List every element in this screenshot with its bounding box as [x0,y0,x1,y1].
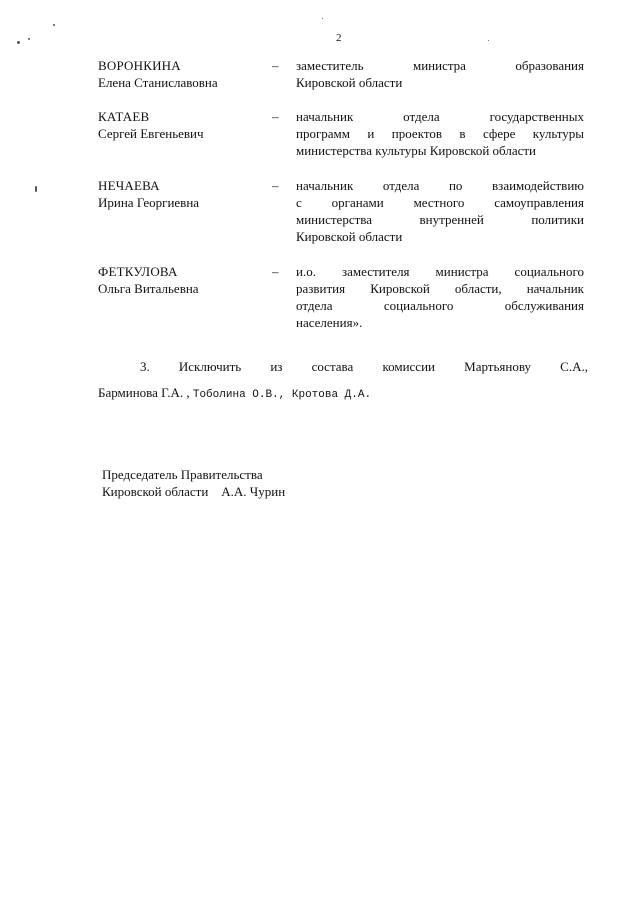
scan-speck [322,18,323,19]
dash-separator: – [272,264,279,279]
scan-speck [53,24,55,26]
signature-name: Кировской области А.А. Чурин [102,484,286,499]
scan-speck [35,186,37,192]
member-surname: НЕЧАЕВА [98,178,160,193]
position-line: министерства культуры Кировской области [296,143,537,158]
item-3-name-list: Барминова Г.А. , [98,385,190,400]
signature-title: Председатель Правительства [102,467,263,482]
member-position [296,263,584,331]
position-line: Кировской области [296,75,403,90]
scan-speck [488,40,489,41]
member-name [98,57,268,91]
item-3-text: 3. Исключить из состава комиссии Мартьянову С.А., [140,359,588,374]
position-line: начальник отдела по взаимодействию [296,178,584,193]
position-line: отдела социального обслуживания [296,298,584,313]
position-line: развития Кировской области, начальник [296,281,584,296]
member-given-names: Елена Станиславовна [98,75,218,90]
position-line: населения». [296,315,363,330]
position-line: программ и проектов в сфере культуры [296,126,584,141]
member-position [296,177,584,245]
member-name [98,108,268,142]
member-position [296,57,584,91]
position-line: и.о. заместителя министра социального [296,264,584,279]
page-number: 2 [336,32,342,44]
position-line: с органами местного самоуправления [296,195,584,210]
dash-separator: – [272,109,279,124]
item-3-typed-insertion: Тоболина О.В., Кротова Д.А. [192,389,372,401]
item-3-continuation [98,384,371,404]
member-given-names: Сергей Евгеньевич [98,126,204,141]
signature-block [102,466,285,500]
member-given-names: Ирина Георгиевна [98,195,200,210]
member-name [98,177,268,211]
position-line: начальник отдела государственных [296,109,584,124]
member-given-names: Ольга Витальевна [98,281,199,296]
member-surname: ВОРОНКИНА [98,58,181,73]
scan-speck [28,38,30,40]
member-surname: КАТАЕВ [98,109,150,124]
dash-separator: – [272,178,279,193]
position-line: Кировской области [296,229,403,244]
scan-speck [17,41,20,44]
member-name [98,263,268,297]
position-line: заместитель министра образования [296,58,584,73]
position-line: министерства внутренней политики [296,212,584,227]
member-position [296,108,584,159]
member-surname: ФЕТКУЛОВА [98,264,178,279]
dash-separator: – [272,58,279,73]
